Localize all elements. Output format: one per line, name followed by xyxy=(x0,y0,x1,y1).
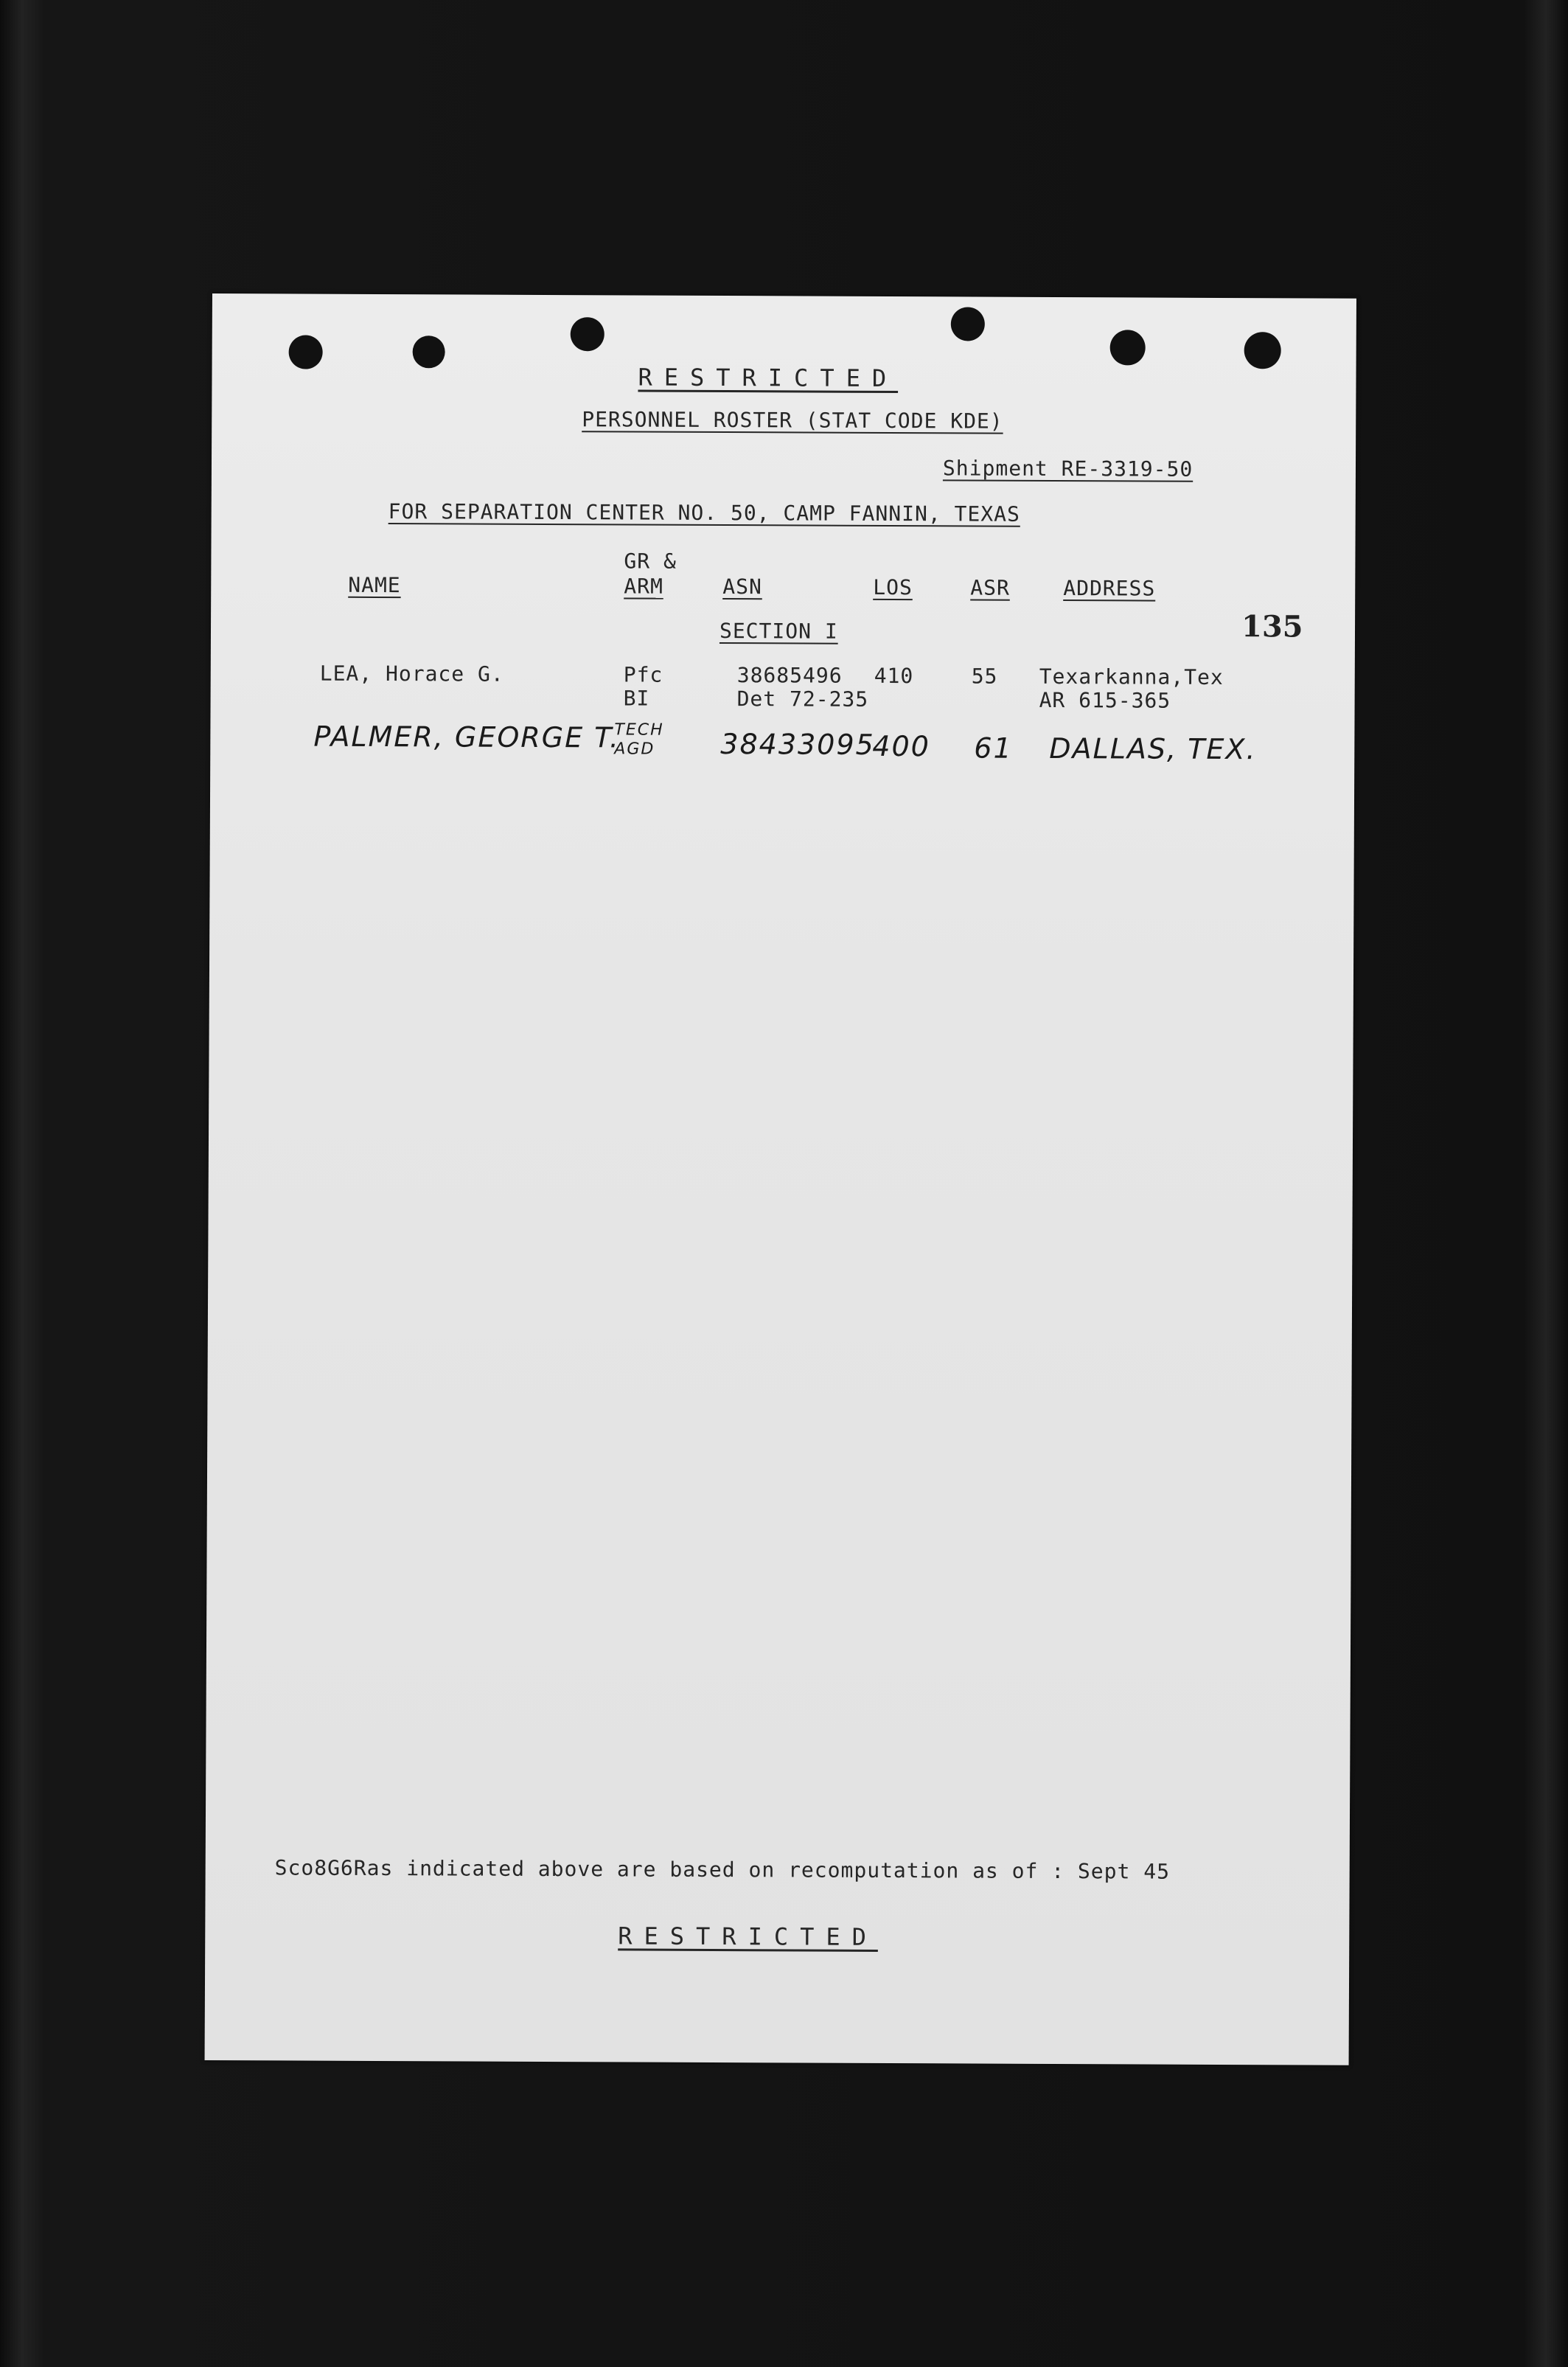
footer-note: Sco8G6Ras indicated above are based on recomputation as of : Sept 45 xyxy=(274,1855,1171,1884)
separation-center: FOR SEPARATION CENTER NO. 50, CAMP FANNIN, TEXAS xyxy=(388,499,1020,526)
punch-hole xyxy=(571,317,604,351)
row-2-arm: AGD xyxy=(614,740,655,759)
row-1-ar: AR 615-365 xyxy=(1039,687,1171,713)
row-2-asr: 61 xyxy=(974,731,1013,765)
row-1-name: LEA, Horace G. xyxy=(319,661,504,687)
classification-bottom: RESTRICTED xyxy=(618,1922,879,1951)
row-2-grade: TECH xyxy=(614,720,664,740)
punch-hole xyxy=(951,307,985,341)
punch-hole xyxy=(1110,330,1146,365)
page-number: 135 xyxy=(1241,609,1303,644)
section-label: SECTION I xyxy=(719,619,838,644)
row-2-address: DALLAS, TEX. xyxy=(1049,731,1257,766)
row-2-los: 400 xyxy=(872,729,930,763)
punch-hole xyxy=(413,336,445,368)
row-1-address: Texarkanna,Tex xyxy=(1039,664,1224,689)
shipment-number: Shipment RE-3319-50 xyxy=(942,456,1194,482)
roster-title: PERSONNEL ROSTER (STAT CODE KDE) xyxy=(582,407,1003,434)
row-2-name: PALMER, GEORGE T. xyxy=(313,720,621,754)
column-header-asr: ASR xyxy=(970,575,1010,600)
column-header-asn: ASN xyxy=(722,574,762,599)
row-1-los: 410 xyxy=(874,663,914,689)
row-1-det: Det 72-235 xyxy=(736,687,869,712)
row-1-grade: Pfc xyxy=(623,662,663,687)
punch-hole xyxy=(1244,332,1281,369)
document-page xyxy=(205,293,1356,2065)
column-header-address: ADDRESS xyxy=(1063,576,1156,601)
row-1-asr: 55 xyxy=(971,664,998,689)
column-header-gr: GR & xyxy=(624,549,677,574)
row-2-asn: 38433095 xyxy=(720,728,875,761)
row-1-asn: 38685496 xyxy=(736,663,843,688)
column-header-arm: ARM xyxy=(624,574,663,599)
column-header-name: NAME xyxy=(348,572,401,598)
classification-top: RESTRICTED xyxy=(638,363,899,393)
punch-hole xyxy=(289,335,323,369)
column-header-los: LOS xyxy=(873,574,913,600)
row-1-arm: BI xyxy=(623,686,650,711)
